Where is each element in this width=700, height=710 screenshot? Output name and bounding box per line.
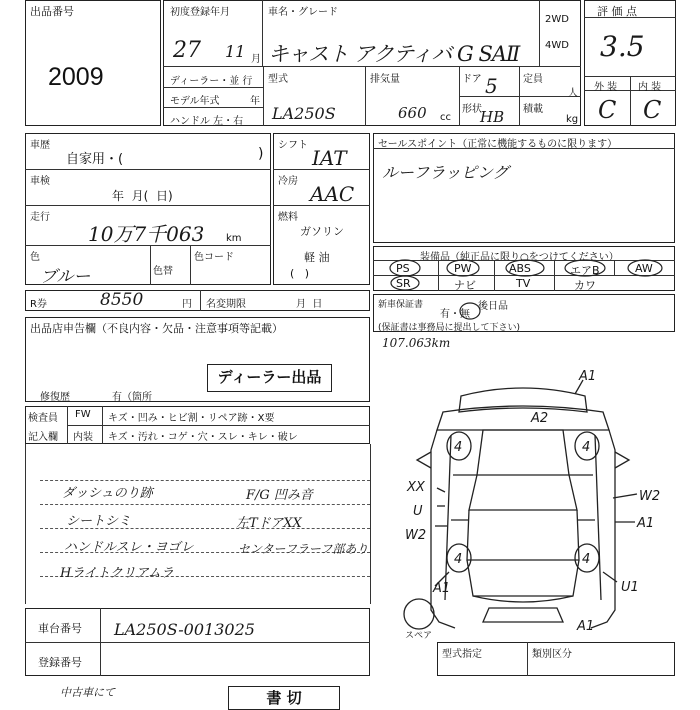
inspector-int-label: 内装 xyxy=(73,432,93,443)
door-value: 5 xyxy=(485,74,498,98)
equip-abs: ABS xyxy=(509,262,531,275)
mark-u: U xyxy=(413,504,423,519)
color-code-label: 色コード xyxy=(194,252,234,263)
warranty-label: 新車保証書 xyxy=(378,300,424,310)
mark-u1: U1 xyxy=(621,580,639,595)
ext-grade: C xyxy=(598,96,617,124)
shape-label: 形状 xyxy=(462,104,482,115)
wd4-label: 4WD xyxy=(545,40,569,51)
load-unit: kg xyxy=(566,114,579,125)
model-spec-label: 型式指定 xyxy=(442,649,482,660)
equip-leather: カワ xyxy=(574,279,596,292)
aircon-label: 冷房 xyxy=(278,176,298,187)
car-name: キャスト アクティバ G SAⅡ xyxy=(268,42,520,66)
score-value: 3.5 xyxy=(600,30,645,63)
bottom-scribble: 中古車にて xyxy=(60,686,115,699)
int-label: 内 装 xyxy=(638,82,662,93)
reg-no-label: 登録番号 xyxy=(38,656,82,669)
inspector-label-2: 記入欄 xyxy=(28,432,58,443)
note-4: Hライトクリアムラ xyxy=(60,566,174,581)
model-year-unit: 年 xyxy=(250,96,260,107)
fuel-paren: ( ) xyxy=(290,267,310,280)
note-2: シートシミ xyxy=(66,514,132,529)
note-3: ハンドルスレ・ヨゴレ xyxy=(64,540,194,555)
chassis-label: 車台番号 xyxy=(38,622,82,635)
color-label: 色 xyxy=(30,252,40,263)
inspector-fw-items: キズ・凹み・ヒビ割・リペア跡・X要 xyxy=(108,413,275,424)
class-label: 類別区分 xyxy=(532,649,572,660)
sales-value: ルーフラッピング xyxy=(382,163,509,182)
reg-year: 27 xyxy=(173,38,201,63)
warranty-handwritten: 107.063km xyxy=(382,336,451,350)
warranty-date-label: 後日品 xyxy=(478,301,508,312)
cap-unit: 人 xyxy=(568,88,578,99)
shaken-fields: 年 月( 日) xyxy=(112,189,173,203)
warranty-options: 有・無 xyxy=(440,309,470,320)
int-grade: C xyxy=(643,96,662,124)
mark-wheel-fr: 4 xyxy=(582,440,591,455)
equip-tv: TV xyxy=(516,277,531,290)
note-1: ダッシュのり跡 xyxy=(62,486,153,501)
inspector-fw: FW xyxy=(75,409,91,420)
shift-value: IAT xyxy=(312,146,347,170)
mark-w2-right: W2 xyxy=(639,489,661,504)
note-6: 左TドアXX xyxy=(236,516,302,531)
disp-value: 660 xyxy=(398,104,427,122)
repair-value: 有（箇所 xyxy=(112,392,152,403)
history-label: 車歴 xyxy=(30,140,50,151)
cap-label: 定員 xyxy=(523,74,543,85)
mileage-label: 走行 xyxy=(30,212,50,223)
recolor-label: 色替 xyxy=(153,266,173,277)
inspector-label-1: 検査員 xyxy=(28,413,58,424)
recycle-unit: 円 xyxy=(182,299,192,310)
equip-sr: SR xyxy=(396,277,411,290)
aircon-value: AAC xyxy=(310,182,355,206)
sales-title: セールスポイント（正常に機能するものに限ります） xyxy=(378,139,618,150)
fuel-label: 燃料 xyxy=(278,212,298,223)
equip-ps: PS xyxy=(396,262,410,275)
mark-wheel-rl: 4 xyxy=(454,552,463,567)
disp-unit: cc xyxy=(440,112,451,123)
lot-label: 出品番号 xyxy=(30,5,74,18)
fuel-value: ガソリン xyxy=(300,225,344,238)
mark-wheel-fl: 4 xyxy=(454,440,463,455)
shift-label: シフト xyxy=(278,140,308,151)
mark-wheel-rr: 4 xyxy=(582,552,591,567)
equip-pw: PW xyxy=(454,262,472,275)
reg-month-unit: 月 xyxy=(251,54,261,65)
mark-a1-left: A1 xyxy=(433,581,451,596)
dealer-row: ディーラー・並 行 xyxy=(170,76,253,87)
mark-xx: XX xyxy=(407,480,425,495)
mark-a1-top: A1 xyxy=(579,369,597,384)
equip-aw: AW xyxy=(635,262,653,275)
mileage-value: 10万7千063 xyxy=(88,222,205,246)
handle-row: ハンドル 左・右 xyxy=(170,116,244,127)
car-diagram xyxy=(373,360,675,640)
lot-number: 2009 xyxy=(48,63,104,91)
report-title: 出品店申告欄（不良内容・欠品・注意事項等記載） xyxy=(30,322,283,335)
recycle-value: 8550 xyxy=(100,290,144,310)
reg-label: 初度登録年月 xyxy=(170,7,230,18)
inspector-int-items: キズ・汚れ・コゲ・穴・スレ・キレ・破レ xyxy=(108,432,298,443)
score-label: 評 価 点 xyxy=(597,5,637,18)
note-7: センターフラーフ部あり xyxy=(238,542,369,556)
recycle-label: R券 xyxy=(30,299,47,310)
type-value: LA250S xyxy=(272,104,336,123)
name-label: 車名・グレード xyxy=(268,7,338,18)
note-5: F/G 凹み音 xyxy=(246,488,313,503)
warranty-note: (保証書は事務局に提出して下さい) xyxy=(378,323,521,333)
chassis-value: LA250S-0013025 xyxy=(114,620,255,639)
disp-label: 排気量 xyxy=(370,74,400,85)
equip-airbag: エアB xyxy=(570,264,600,277)
mark-a2: A2 xyxy=(531,411,549,426)
wd2-label: 2WD xyxy=(545,14,569,25)
shape-value: HB xyxy=(480,108,505,126)
equipment-title: 装備品（純正品に限り○をつけてください） xyxy=(420,252,619,263)
load-label: 積載 xyxy=(523,104,543,115)
equipment-circles xyxy=(373,255,675,295)
mark-w2-left: W2 xyxy=(405,528,427,543)
equip-navi: ナビ xyxy=(454,279,476,292)
history-paren: ) xyxy=(258,146,264,162)
door-label: ドア xyxy=(462,74,482,85)
type-label: 型式 xyxy=(268,74,288,85)
dealer-stamp: ディーラー出品 xyxy=(207,364,332,392)
ext-label: 外 装 xyxy=(594,82,618,93)
color-value: ブルー xyxy=(40,267,91,287)
spare-label: スペア xyxy=(405,631,433,640)
mark-a1-bottom: A1 xyxy=(577,619,595,634)
mileage-unit: km xyxy=(226,233,242,244)
fuel-light: 軽 油 xyxy=(304,251,330,264)
history-value: 自家用・( xyxy=(66,152,124,167)
bottom-stamp: 書 切 xyxy=(228,686,340,710)
model-year-row: モデル年式 xyxy=(170,96,220,107)
shaken-label: 車検 xyxy=(30,176,50,187)
name-change-label: 名変期限 xyxy=(206,299,246,310)
reg-month: 11 xyxy=(225,42,246,61)
repair-label: 修復歴 xyxy=(40,392,70,403)
name-change-fields: 月 日 xyxy=(296,299,323,310)
mark-a1-right: A1 xyxy=(637,516,655,531)
